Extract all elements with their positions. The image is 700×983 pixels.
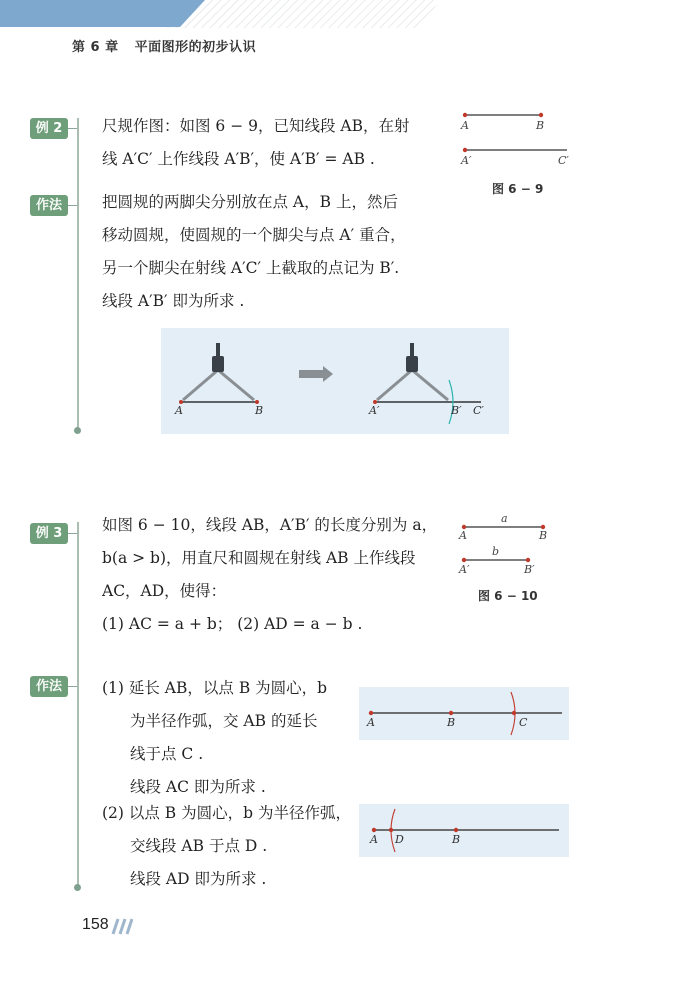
step-line: (2) 以点 B 为圆心，b 为半径作弧， xyxy=(102,804,351,822)
tag-connector xyxy=(68,128,77,129)
example-3-tag: 例 3 xyxy=(30,523,68,544)
chapter-heading xyxy=(72,36,256,55)
svg-text:a: a xyxy=(501,512,508,525)
svg-text:A: A xyxy=(459,529,467,542)
svg-text:C′: C′ xyxy=(473,404,484,417)
problem-line: (1) AC = a + b； (2) AD = a − b . xyxy=(102,615,363,633)
example-2-tag: 例 2 xyxy=(30,118,68,139)
example-2-problem xyxy=(102,110,410,176)
tag-connector xyxy=(68,205,77,206)
svg-text:A′: A′ xyxy=(369,404,380,417)
svg-text:C: C xyxy=(519,716,528,729)
svg-text:C′: C′ xyxy=(558,154,569,167)
example-2-method xyxy=(102,186,406,318)
section-rail xyxy=(77,522,79,886)
method-line: 移动圆规，使圆规的一个脚尖与点 A′ 重合， xyxy=(102,226,406,244)
step-1 xyxy=(102,672,327,804)
svg-text:D: D xyxy=(395,833,404,846)
problem-line: 线 A′C′ 上作线段 A′B′，使 A′B′ = AB . xyxy=(102,150,375,168)
page-number-slashes xyxy=(107,917,133,935)
rail-end-dot xyxy=(74,427,81,434)
svg-text:A: A xyxy=(367,716,375,729)
figure-6-10 xyxy=(455,510,565,580)
figure-6-10-caption: 图 6 − 10 xyxy=(478,589,538,603)
step-line: 线于点 C . xyxy=(130,745,204,763)
svg-text:A: A xyxy=(175,404,183,417)
tag-connector xyxy=(68,686,77,687)
step-line: 线段 AD 即为所求 . xyxy=(130,870,267,888)
chapter-number: 第 6 章 xyxy=(72,40,119,55)
figure-6-9-caption: 图 6 − 9 xyxy=(492,182,544,196)
problem-line: 如图 6 − 10，线段 AB，A′B′ 的长度分别为 a， xyxy=(102,516,438,534)
svg-text:B: B xyxy=(255,404,264,417)
compass-illustration xyxy=(161,328,509,434)
example-3-problem xyxy=(102,509,437,641)
header-band xyxy=(0,0,700,28)
rail-end-dot xyxy=(74,884,81,891)
method-line: 把圆规的两脚尖分别放在点 A，B 上，然后 xyxy=(102,193,398,211)
page-number: 158 xyxy=(82,916,109,933)
step-2 xyxy=(102,797,351,896)
svg-text:A: A xyxy=(370,833,378,846)
method-line: 另一个脚尖在射线 A′C′ 上截取的点记为 B′. xyxy=(102,259,400,277)
svg-text:B′: B′ xyxy=(524,563,535,576)
step-line: (1) 延长 AB，以点 B 为圆心，b xyxy=(102,679,328,697)
svg-text:B: B xyxy=(539,529,548,542)
step-2-figure xyxy=(359,804,569,857)
problem-line: AC，AD，使得： xyxy=(102,582,227,600)
step-line: 交线段 AB 于点 D . xyxy=(130,837,268,855)
svg-text:A: A xyxy=(461,119,469,132)
method-tag: 作法 xyxy=(30,195,68,216)
problem-line: b(a > b)，用直尺和圆规在射线 AB 上作线段 xyxy=(102,549,416,567)
step-line: 为半径作弧，交 AB 的延长 xyxy=(130,712,318,730)
method-line: 线段 A′B′ 即为所求 . xyxy=(102,292,245,310)
svg-text:B: B xyxy=(536,119,545,132)
figure-6-9 xyxy=(455,105,585,170)
svg-text:b: b xyxy=(492,545,500,558)
svg-text:A′: A′ xyxy=(459,563,470,576)
tag-connector xyxy=(68,533,77,534)
method-tag: 作法 xyxy=(30,676,68,697)
step-line: 线段 AC 即为所求 . xyxy=(130,778,266,796)
svg-text:B: B xyxy=(452,833,461,846)
svg-text:B′: B′ xyxy=(451,404,462,417)
svg-text:B: B xyxy=(447,716,456,729)
svg-text:A′: A′ xyxy=(461,154,472,167)
chapter-title: 平面图形的初步认识 xyxy=(134,40,257,55)
step-1-figure xyxy=(359,687,569,740)
section-rail xyxy=(77,118,79,430)
problem-line: 尺规作图：如图 6 − 9，已知线段 AB，在射 xyxy=(102,117,410,135)
